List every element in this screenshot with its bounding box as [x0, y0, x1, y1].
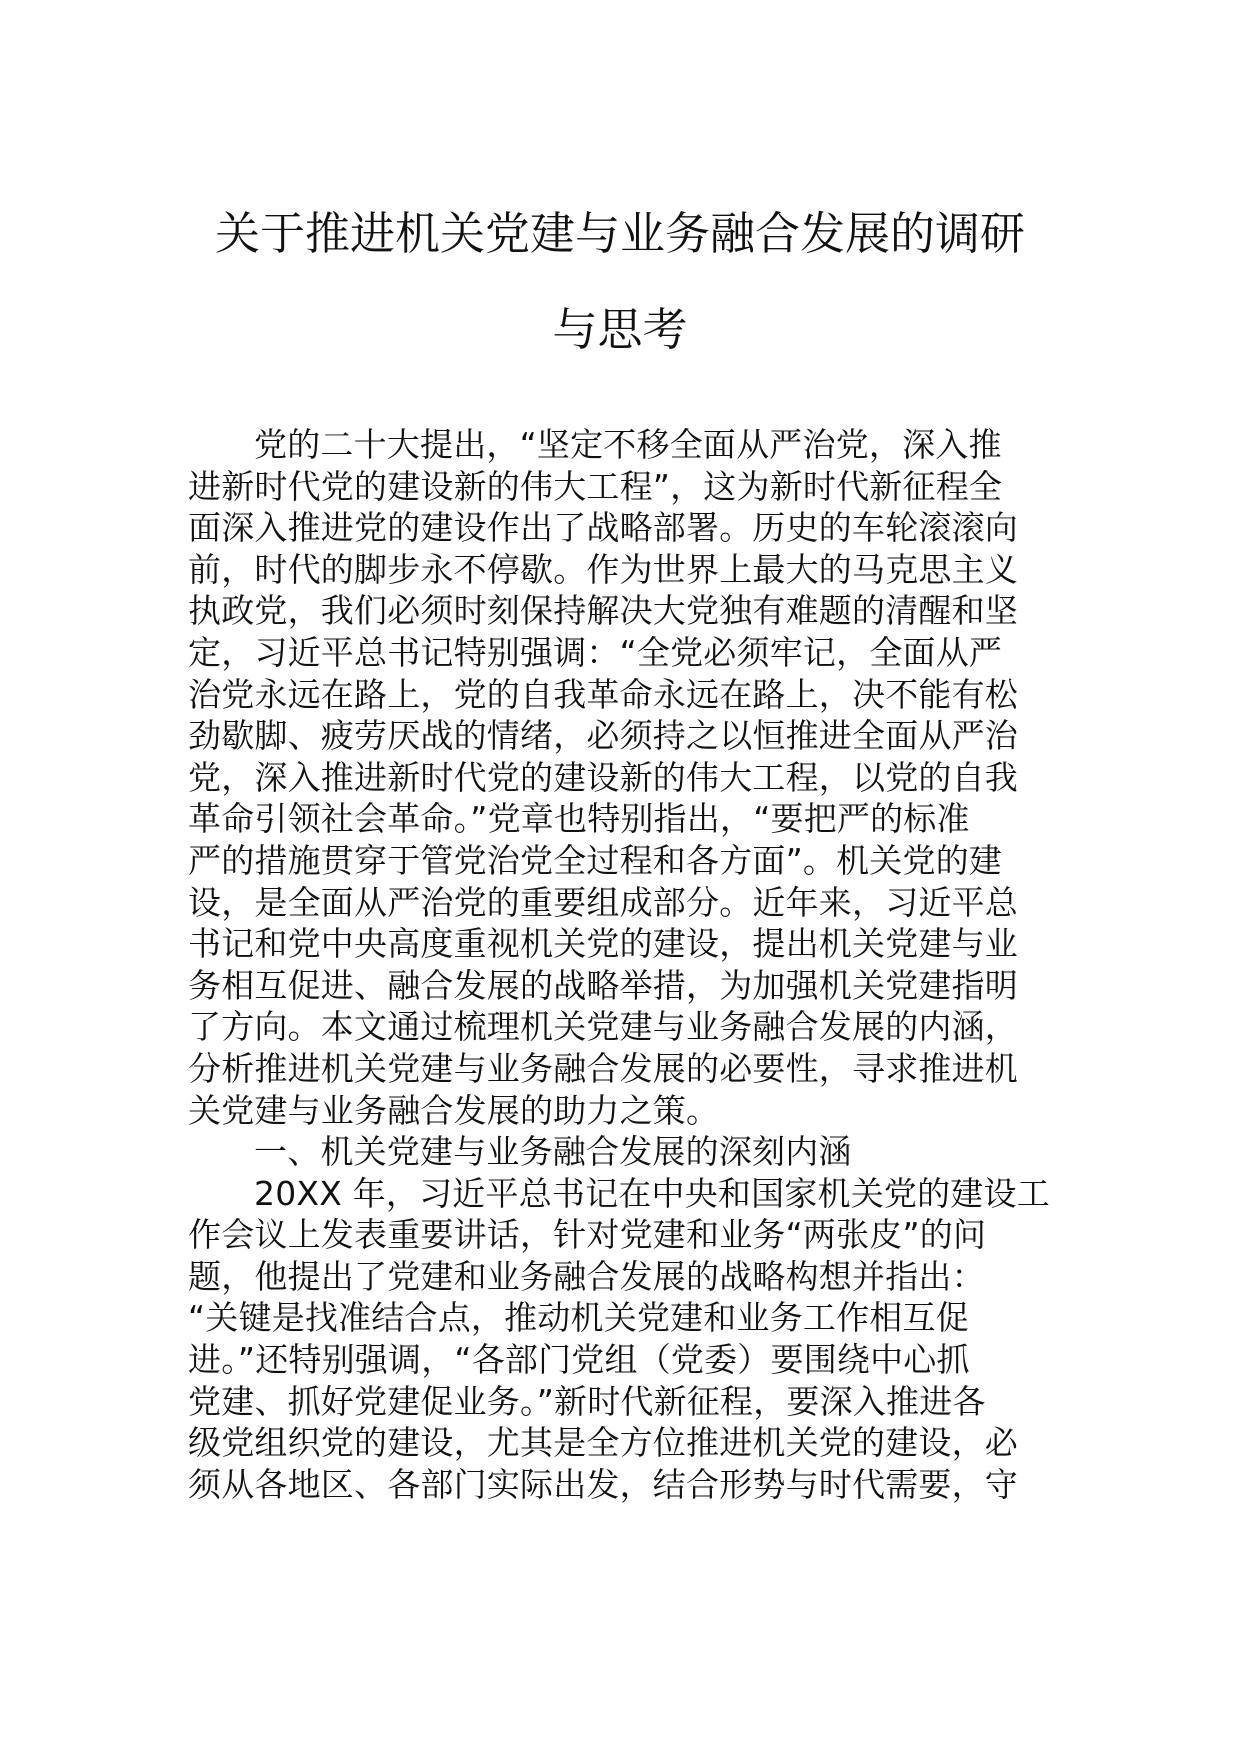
paragraph-line: 关党建与业务融合发展的助力之策。: [188, 1090, 720, 1130]
paragraph-line: “关键是找准结合点，推动机关党建和业务工作相互促: [188, 1298, 969, 1338]
paragraph-line: 治党永远在路上，党的自我革命永远在路上，决不能有松: [188, 674, 1018, 714]
paragraph-line: 进。”还特别强调，“各部门党组（党委）要围绕中心抓: [188, 1340, 970, 1380]
paragraph-line: 须从各地区、各部门实际出发，结合形势与时代需要，守: [188, 1464, 1018, 1504]
paragraph-line: 党，深入推进新时代党的建设新的伟大工程，以党的自我: [188, 757, 1018, 797]
document-title: [150, 186, 1090, 378]
title-line-2: 与思考: [552, 303, 688, 356]
paragraph-line: 革命引领社会革命。”党章也特别指出，“要把严的标准: [188, 799, 970, 839]
section-heading: 一、机关党建与业务融合发展的深刻内涵: [254, 1132, 852, 1172]
document-body: [188, 424, 1056, 1505]
paragraph-line: 20XX 年，习近平总书记在中央和国家机关党的建设工: [254, 1173, 1050, 1213]
paragraph-line: 题，他提出了党建和业务融合发展的战略构想并指出：: [188, 1256, 985, 1296]
paragraph-line: 定，习近平总书记特别强调：“全党必须牢记，全面从严: [188, 632, 1003, 672]
paragraph-line: 前，时代的脚步永不停歇。作为世界上最大的马克思主义: [188, 549, 1018, 589]
paragraph-line: 执政党，我们必须时刻保持解决大党独有难题的清醒和坚: [188, 591, 1018, 631]
paragraph-line: 分析推进机关党建与业务融合发展的必要性，寻求推进机: [188, 1048, 1018, 1088]
paragraph-line: 设，是全面从严治党的重要组成部分。近年来，习近平总: [188, 882, 1018, 922]
title-line-1: 关于推进机关党建与业务融合发展的调研: [214, 207, 1025, 260]
paragraph-line: 劲歇脚、疲劳厌战的情绪，必须持之以恒推进全面从严治: [188, 716, 1018, 756]
paragraph-line: 了方向。本文通过梳理机关党建与业务融合发展的内涵，: [188, 1007, 1018, 1047]
paragraph-line: 级党组织党的建设，尤其是全方位推进机关党的建设，必: [188, 1423, 1018, 1463]
paragraph-line: 书记和党中央高度重视机关党的建设，提出机关党建与业: [188, 924, 1018, 964]
paragraph-line: 作会议上发表重要讲话，针对党建和业务“两张皮”的问: [188, 1215, 987, 1255]
paragraph-line: 严的措施贯穿于管党治党全过程和各方面”。机关党的建: [188, 840, 1003, 880]
paragraph-line: 党建、抓好党建促业务。”新时代新征程，要深入推进各: [188, 1381, 986, 1421]
paragraph-line: 进新时代党的建设新的伟大工程”，这为新时代新征程全: [188, 466, 1003, 506]
paragraph-line: 务相互促进、融合发展的战略举措，为加强机关党建指明: [188, 965, 1018, 1005]
paragraph-line: 面深入推进党的建设作出了战略部署。历史的车轮滚滚向: [188, 508, 1018, 548]
paragraph-line: 党的二十大提出，“坚定不移全面从严治党，深入推: [254, 425, 1002, 464]
